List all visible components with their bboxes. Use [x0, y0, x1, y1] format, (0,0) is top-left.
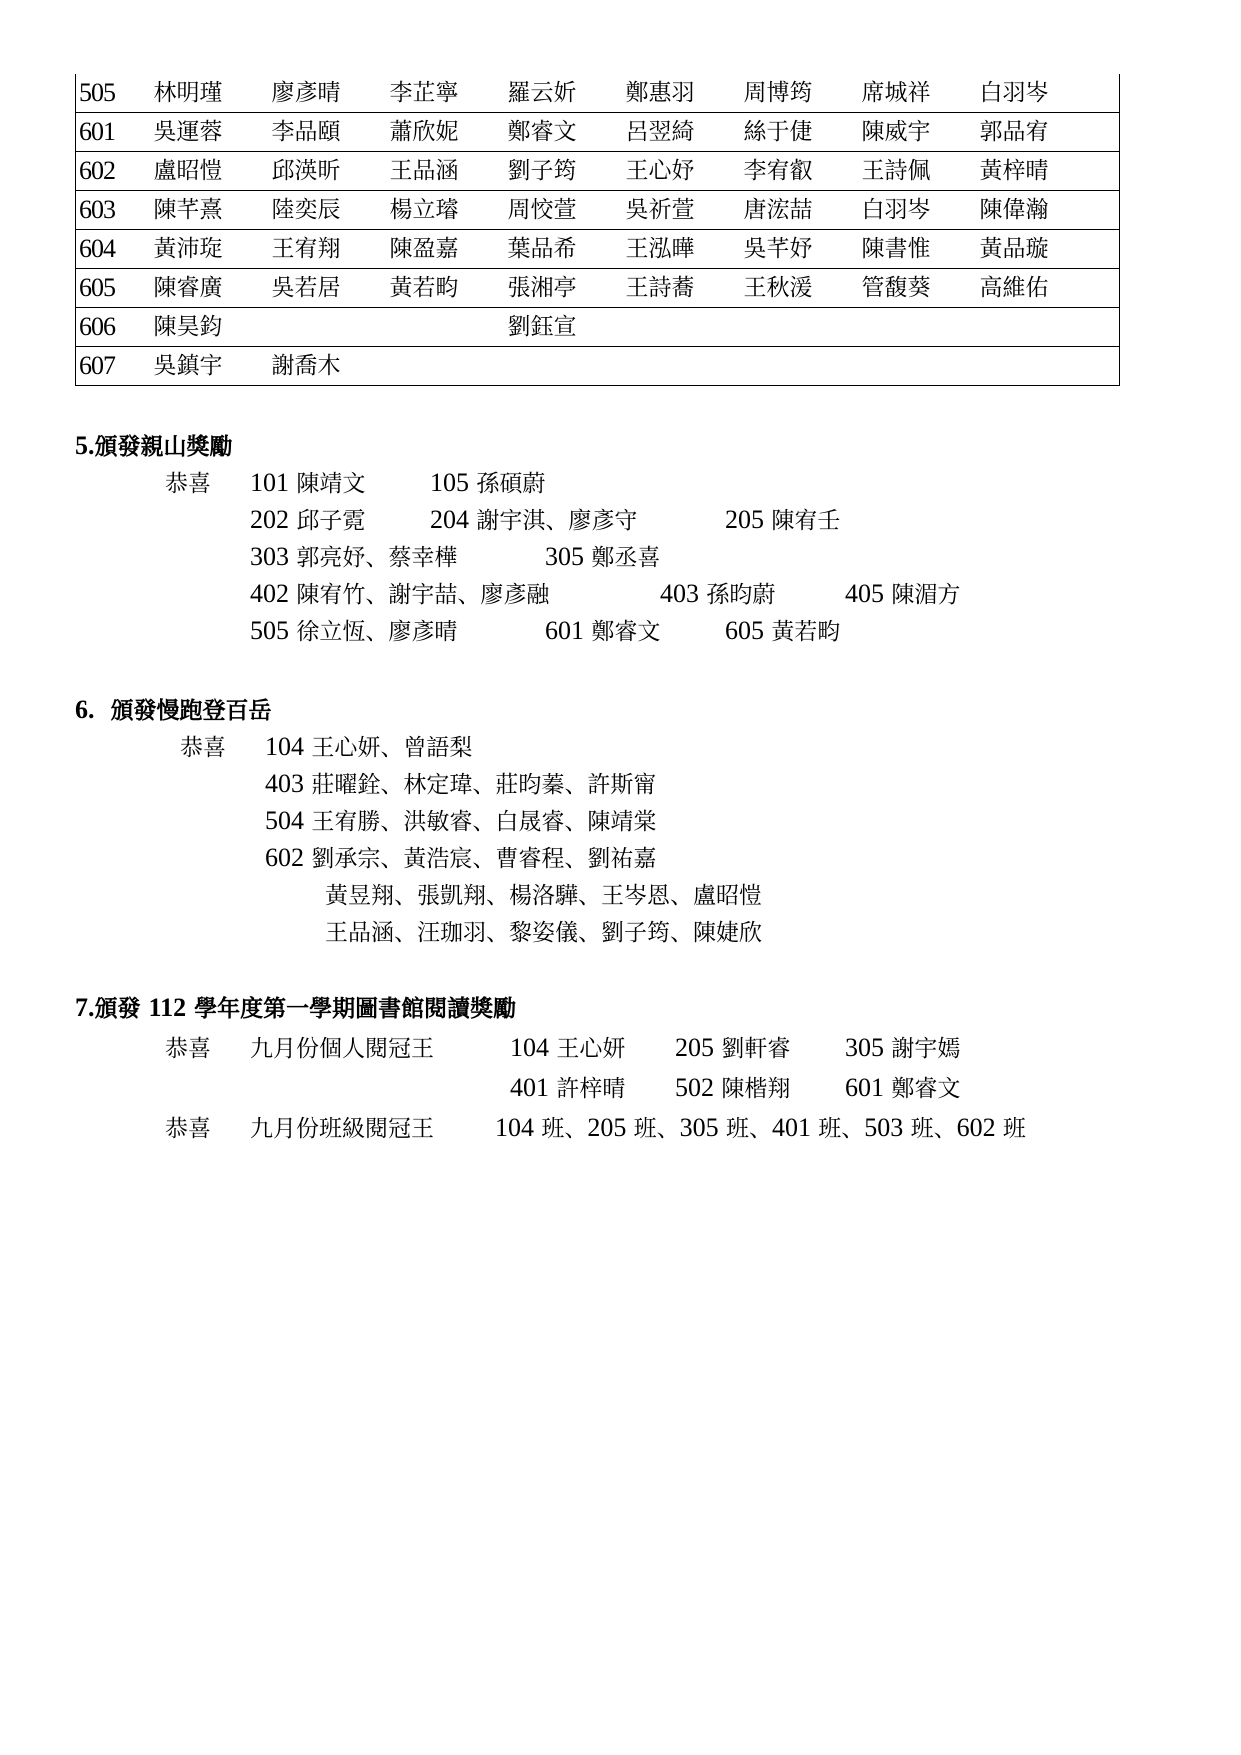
- student-name-cell: 王詩佩: [856, 152, 974, 191]
- student-name-cell: 吳運蓉: [148, 113, 266, 152]
- s7-class-list: 104 班、205 班、305 班、401 班、503 班、602 班: [495, 1113, 1026, 1142]
- s7-personal-line-1: 恭喜 九月份個人閱冠王 104 王心妍 205 劉軒睿 305 謝宇嫣: [165, 1030, 211, 1063]
- class-number-cell: 603: [76, 191, 148, 230]
- student-name-cell: 林明瑾: [148, 74, 266, 113]
- table-row: [76, 308, 1120, 347]
- s7-class-line: 恭喜 九月份班級閱冠王 104 班、205 班、305 班、401 班、503 班、602 班: [165, 1110, 211, 1143]
- student-name-cell: 白羽岑: [856, 191, 974, 230]
- student-name-cell: 陳盈嘉: [384, 230, 502, 269]
- s7-item: 205 劉軒睿: [675, 1033, 791, 1062]
- student-name-cell: 陳睿廣: [148, 269, 266, 308]
- s5-line-4: [250, 576, 961, 609]
- student-name-cell: 周博筠: [738, 74, 856, 113]
- student-name-cell: 管馥葵: [856, 269, 974, 308]
- student-name-cell: 葉品希: [502, 230, 620, 269]
- student-name-cell: 絲于倢: [738, 113, 856, 152]
- student-name-cell: 羅云妡: [502, 74, 620, 113]
- student-name-cell: 陳書惟: [856, 230, 974, 269]
- class-number-cell: 601: [76, 113, 148, 152]
- section-6-title: 6. 頒發慢跑登百岳: [75, 695, 272, 724]
- class-number-cell: 607: [76, 347, 148, 386]
- class-number-cell: 606: [76, 308, 148, 347]
- student-name-cell: 陸奕辰: [266, 191, 384, 230]
- class-item: 305 班: [679, 1113, 749, 1142]
- s5-item: 601 鄭睿文: [545, 616, 661, 645]
- s5-item: 204 謝宇淇、廖彥守: [430, 505, 638, 534]
- s5-item: 405 陳湄方: [845, 579, 961, 608]
- s5-item: 305 鄭丞喜: [545, 542, 661, 571]
- student-name-cell: [384, 347, 502, 386]
- student-name-cell: 李品頤: [266, 113, 384, 152]
- s6-line: 504 王宥勝、洪敏睿、白晟睿、陳靖棠: [265, 806, 657, 835]
- s5-item: 505 徐立恆、廖彥晴: [250, 616, 458, 645]
- student-name-cell: 王品涵: [384, 152, 502, 191]
- s5-line-1: 恭喜 101 陳靖文 105 孫碩蔚: [165, 465, 211, 498]
- student-name-cell: [502, 347, 620, 386]
- student-name-cell: 吳鎮宇: [148, 347, 266, 386]
- s5-item: 402 陳宥竹、謝宇喆、廖彥融: [250, 579, 550, 608]
- s5-item: 202 邱子霓: [250, 505, 366, 534]
- class-item: 104 班: [495, 1113, 565, 1142]
- s5-item: 303 郭亮妤、蔡幸樺: [250, 542, 458, 571]
- section-5-title: 5.頒發親山獎勵: [75, 431, 233, 460]
- student-name-cell: 吳芊妤: [738, 230, 856, 269]
- student-name-cell: [856, 308, 974, 347]
- s6-line: 403 莊曜銓、林定瑋、莊昀蓁、許斯甯: [265, 769, 657, 798]
- student-name-cell: 郭品宥: [974, 113, 1120, 152]
- s6-line: 王品涵、汪珈羽、黎姿儀、劉子筠、陳婕欣: [325, 920, 762, 946]
- table-row: [76, 230, 1120, 269]
- student-name-cell: [974, 347, 1120, 386]
- s6-prefix: 恭喜: [180, 735, 226, 761]
- s7-class-label: 九月份班級閱冠王: [250, 1116, 434, 1142]
- s5-item: 105 孫碩蔚: [430, 468, 546, 497]
- class-number-cell: 605: [76, 269, 148, 308]
- s7-personal-line-2: [510, 1070, 961, 1103]
- s6-line: 602 劉承宗、黃浩宸、曹睿程、劉祐嘉: [265, 843, 657, 872]
- roster-table: [75, 74, 1120, 386]
- student-name-cell: 唐浤喆: [738, 191, 856, 230]
- student-name-cell: 吳祈萱: [620, 191, 738, 230]
- s5-item: 605 黃若畇: [725, 616, 841, 645]
- table-row: [76, 113, 1120, 152]
- student-name-cell: 鄭惠羽: [620, 74, 738, 113]
- table-row: [76, 152, 1120, 191]
- s7-item: 305 謝宇嫣: [845, 1033, 961, 1062]
- student-name-cell: 陳芊熹: [148, 191, 266, 230]
- student-name-cell: 蕭欣妮: [384, 113, 502, 152]
- class-item: 602 班: [956, 1113, 1026, 1142]
- table-row: [76, 191, 1120, 230]
- student-name-cell: 白羽岑: [974, 74, 1120, 113]
- student-name-cell: [738, 347, 856, 386]
- s6-line: 104 王心妍、曾語梨: [265, 732, 473, 761]
- s5-line-3: [250, 539, 661, 572]
- section-7-title: 7.頒發 112 學年度第一學期圖書館閱讀獎勵: [75, 993, 517, 1022]
- student-name-cell: 楊立璿: [384, 191, 502, 230]
- student-name-cell: 呂翌綺: [620, 113, 738, 152]
- student-name-cell: [620, 347, 738, 386]
- s6-line: 黃昱翔、張凱翔、楊洛驊、王岑恩、盧昭愷: [325, 883, 762, 909]
- student-name-cell: 黃沛琁: [148, 230, 266, 269]
- student-name-cell: 李芷寧: [384, 74, 502, 113]
- student-name-cell: [384, 308, 502, 347]
- class-number-cell: 505: [76, 74, 148, 113]
- student-name-cell: [620, 308, 738, 347]
- student-name-cell: 陳威宇: [856, 113, 974, 152]
- class-item: 205 班: [587, 1113, 657, 1142]
- student-name-cell: 劉鈺宣: [502, 308, 620, 347]
- student-name-cell: 黃梓晴: [974, 152, 1120, 191]
- class-item: 401 班: [771, 1113, 842, 1142]
- student-name-cell: 陳偉瀚: [974, 191, 1120, 230]
- s5-item: 101 陳靖文: [250, 468, 366, 497]
- student-name-cell: 黃若畇: [384, 269, 502, 308]
- student-name-cell: 李宥叡: [738, 152, 856, 191]
- s7-item: 502 陳楷翔: [675, 1073, 791, 1102]
- student-name-cell: 王詩蕎: [620, 269, 738, 308]
- s5-item: 205 陳宥壬: [725, 505, 841, 534]
- s5-item: 403 孫昀蔚: [660, 579, 776, 608]
- student-name-cell: 高維佑: [974, 269, 1120, 308]
- student-name-cell: 邱渶昕: [266, 152, 384, 191]
- s7-item: 401 許梓晴: [510, 1073, 626, 1102]
- student-name-cell: 張湘亭: [502, 269, 620, 308]
- table-row: [76, 347, 1120, 386]
- table-row: [76, 74, 1120, 113]
- s7-personal-label: 九月份個人閱冠王: [250, 1036, 434, 1062]
- student-name-cell: 王泓曄: [620, 230, 738, 269]
- student-name-cell: 廖彥晴: [266, 74, 384, 113]
- class-item: 503 班: [864, 1113, 934, 1142]
- table-row: [76, 269, 1120, 308]
- student-name-cell: 吳若居: [266, 269, 384, 308]
- student-name-cell: [266, 308, 384, 347]
- class-number-cell: 602: [76, 152, 148, 191]
- student-name-cell: 黃品璇: [974, 230, 1120, 269]
- student-name-cell: 謝喬木: [266, 347, 384, 386]
- student-name-cell: 王宥翔: [266, 230, 384, 269]
- student-name-cell: [738, 308, 856, 347]
- student-name-cell: 王秋湲: [738, 269, 856, 308]
- s7-item: 601 鄭睿文: [845, 1073, 961, 1102]
- student-name-cell: 陳昊鈞: [148, 308, 266, 347]
- student-name-cell: [974, 308, 1120, 347]
- student-name-cell: 劉子筠: [502, 152, 620, 191]
- class-number-cell: 604: [76, 230, 148, 269]
- student-name-cell: 席城祥: [856, 74, 974, 113]
- s7-item: 104 王心妍: [510, 1033, 626, 1062]
- student-name-cell: 周恔萱: [502, 191, 620, 230]
- s5-line-2: [250, 502, 841, 535]
- student-name-cell: [856, 347, 974, 386]
- student-name-cell: 鄭睿文: [502, 113, 620, 152]
- student-name-cell: 王心妤: [620, 152, 738, 191]
- student-name-cell: 盧昭愷: [148, 152, 266, 191]
- s5-line-5: [250, 613, 841, 646]
